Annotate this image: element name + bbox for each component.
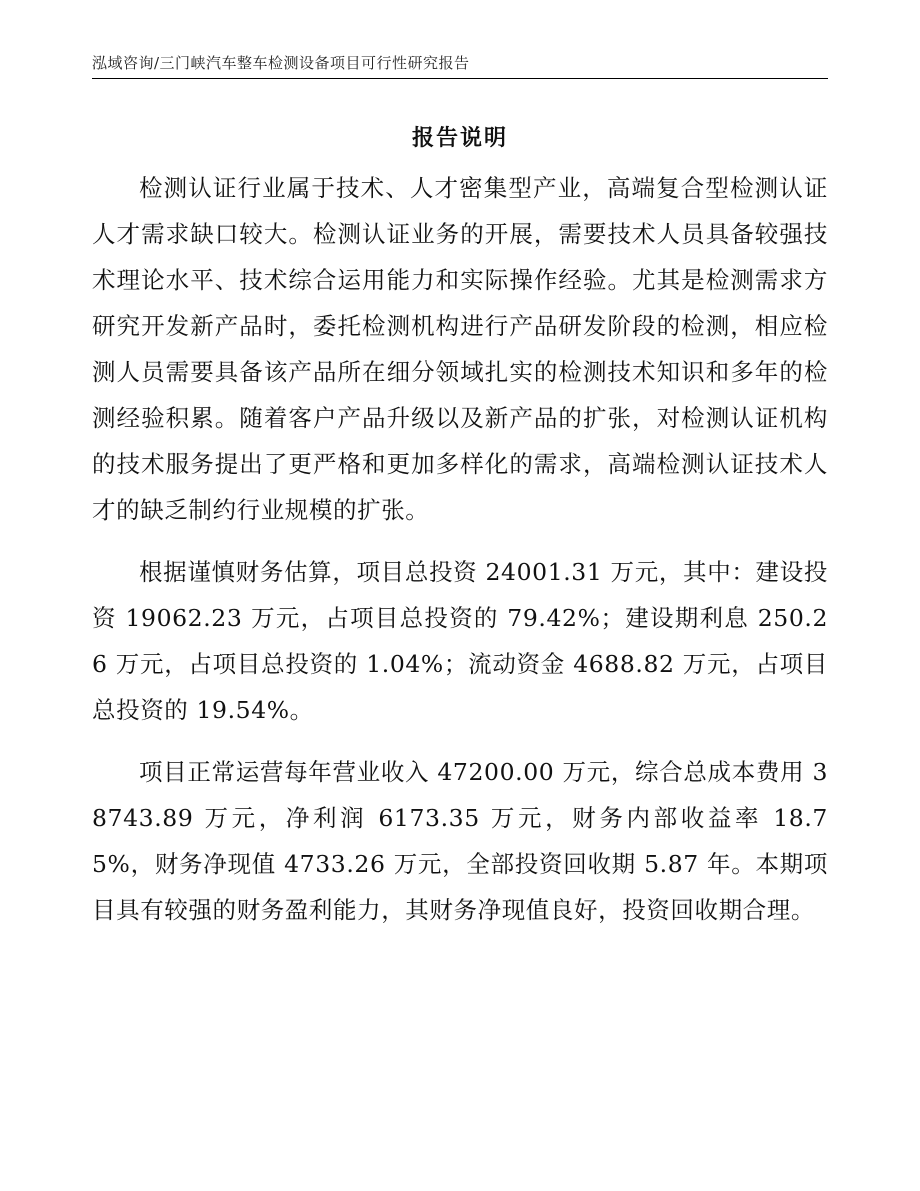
header-divider [92, 78, 828, 79]
page-title: 报告说明 [411, 125, 508, 151]
paragraph-financial-returns: 项目正常运营每年营业收入 47200.00 万元，综合总成本费用 38743.89 万元，净利润 6173.35 万元，财务内部收益率 18.75%，财务净现值 4733.26 万元，全部投资回收期 5.87 年。本期项目具有较强的财务盈利能力，其财务净现值良好，投资回收期合理。 [92, 758, 828, 924]
running-header: 泓域咨询/三门峡汽车整车检测设备项目可行性研究报告 [92, 54, 470, 72]
body-text [92, 165, 828, 933]
paragraph-industry-background: 检测认证行业属于技术、人才密集型产业，高端复合型检测认证人才需求缺口较大。检测认证业务的开展，需要技术人员具备较强技术理论水平、技术综合运用能力和实际操作经验。尤其是检测需求方研究开发新产品时，委托检测机构进行产品研发阶段的检测，相应检测人员需要具备该产品所在细分领域扎实的检测技术知识和多年的检测经验积累。随着客户产品升级以及新产品的扩张，对检测认证机构的技术服务提出了更严格和更加多样化的需求，高端检测认证技术人才的缺乏制约行业规模的扩张。 [92, 174, 828, 524]
paragraph-investment-estimate: 根据谨慎财务估算，项目总投资 24001.31 万元，其中：建设投资 19062.23 万元，占项目总投资的 79.42%；建设期利息 250.26 万元，占项目总投资的 1.04%；流动资金 4688.82 万元，占项目总投资的 19.54%。 [92, 558, 828, 724]
